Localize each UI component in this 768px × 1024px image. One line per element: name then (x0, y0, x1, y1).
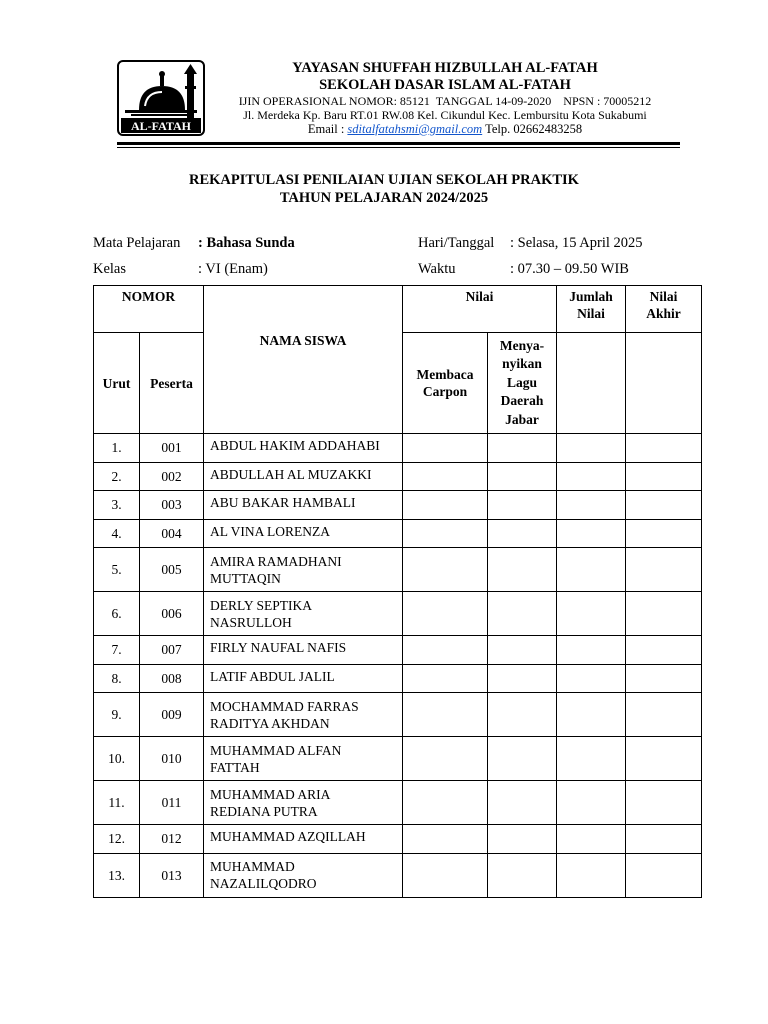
final-score-cell[interactable] (626, 462, 702, 491)
subject-info (93, 236, 295, 251)
table-row (94, 519, 702, 548)
score-membaca-cell[interactable] (403, 853, 488, 897)
peserta-cell: 008 (140, 664, 204, 693)
total-score-cell[interactable] (557, 825, 626, 854)
urut-cell: 13. (94, 853, 140, 897)
assessment-table (93, 285, 702, 898)
student-name-cell (204, 434, 403, 463)
score-menyanyi-cell[interactable] (488, 519, 557, 548)
total-score-cell[interactable] (557, 519, 626, 548)
score-menyanyi-cell[interactable] (488, 434, 557, 463)
header-menyanyi-line2: nyikan (502, 356, 542, 372)
header-membaca-carpon (403, 333, 488, 434)
header-jumlah-nilai (557, 286, 626, 333)
table-row (94, 693, 702, 737)
header-nama-siswa: NAMA SISWA (204, 286, 403, 434)
peserta-cell: 001 (140, 434, 204, 463)
table-row (94, 825, 702, 854)
student-name-line1: MUHAMMAD ARIA (210, 786, 331, 802)
student-name-line1: MUHAMMAD (210, 859, 295, 874)
header-akhir-line1: Nilai (649, 289, 678, 304)
class-label: Kelas (93, 261, 127, 277)
empty-header-cell (557, 333, 626, 434)
urut-cell: 5. (94, 548, 140, 592)
student-name-cell (204, 853, 403, 897)
total-score-cell[interactable] (557, 434, 626, 463)
total-score-cell[interactable] (557, 548, 626, 592)
empty-header-cell (626, 333, 702, 434)
final-score-cell[interactable] (626, 693, 702, 737)
header-menyanyikan-lagu (488, 333, 557, 434)
peserta-cell: 007 (140, 636, 204, 665)
header-jumlah-line2: Nilai (577, 306, 605, 321)
student-name-line1: AMIRA RAMADHANI (210, 553, 342, 569)
table-row (94, 781, 702, 825)
score-menyanyi-cell[interactable] (488, 853, 557, 897)
table-row (94, 491, 702, 520)
score-menyanyi-cell[interactable] (488, 636, 557, 665)
final-score-cell[interactable] (626, 491, 702, 520)
student-name-line2: NAZALILQODRO (210, 876, 317, 891)
date-info (418, 236, 643, 251)
phone-number: Telp. 02662483258 (485, 122, 583, 136)
total-score-cell[interactable] (557, 664, 626, 693)
peserta-cell: 003 (140, 491, 204, 520)
peserta-cell: 010 (140, 737, 204, 781)
table-row (94, 853, 702, 897)
student-name-line1: DERLY SEPTIKA (210, 597, 313, 613)
urut-cell: 2. (94, 462, 140, 491)
urut-cell: 12. (94, 825, 140, 854)
header-menyanyi-line1: Menya- (499, 337, 545, 353)
score-membaca-cell[interactable] (403, 592, 488, 636)
final-score-cell[interactable] (626, 853, 702, 897)
total-score-cell[interactable] (557, 636, 626, 665)
student-name-line2: MUTTAQIN (210, 570, 281, 586)
final-score-cell[interactable] (626, 781, 702, 825)
header-menyanyi-line4: Daerah (500, 393, 544, 409)
table-row (94, 737, 702, 781)
urut-cell: 11. (94, 781, 140, 825)
final-score-cell[interactable] (626, 636, 702, 665)
table-row (94, 548, 702, 592)
table-row (94, 592, 702, 636)
subject-value: : Bahasa Sunda (198, 235, 295, 251)
score-membaca-cell[interactable] (403, 825, 488, 854)
header-membaca-line2: Carpon (422, 384, 468, 399)
document-title: REKAPITULASI PENILAIAN UJIAN SEKOLAH PRAKTIK (189, 172, 579, 188)
school-logo (117, 60, 205, 136)
date-label: Hari/Tanggal (418, 235, 495, 251)
urut-cell: 8. (94, 664, 140, 693)
table-row (94, 664, 702, 693)
logo-text: AL-FATAH (131, 119, 191, 133)
student-name-cell (204, 737, 403, 781)
student-name-line1: LATIF ABDUL JALIL (210, 668, 335, 684)
score-membaca-cell[interactable] (403, 693, 488, 737)
score-membaca-cell[interactable] (403, 781, 488, 825)
peserta-cell: 013 (140, 853, 204, 897)
school-name: SEKOLAH DASAR ISLAM AL-FATAH (319, 77, 571, 93)
student-name-line1: MOCHAMMAD FARRAS (210, 698, 359, 714)
total-score-cell[interactable] (557, 491, 626, 520)
score-menyanyi-cell[interactable] (488, 664, 557, 693)
final-score-cell[interactable] (626, 519, 702, 548)
table-row (94, 434, 702, 463)
student-name-line1: ABDUL HAKIM ADDAHABI (210, 438, 380, 453)
header-peserta: Peserta (140, 333, 204, 434)
student-name-cell (204, 825, 403, 854)
header-membaca-line1: Membaca (416, 367, 474, 382)
peserta-cell: 005 (140, 548, 204, 592)
peserta-cell: 002 (140, 462, 204, 491)
total-score-cell[interactable] (557, 781, 626, 825)
header-akhir-line2: Akhir (646, 306, 681, 321)
table-row (94, 636, 702, 665)
score-menyanyi-cell[interactable] (488, 592, 557, 636)
header-nilai: Nilai (403, 286, 557, 333)
urut-cell: 7. (94, 636, 140, 665)
urut-cell: 10. (94, 737, 140, 781)
student-name-cell (204, 519, 403, 548)
student-name-line1: FIRLY NAUFAL NAFIS (210, 640, 347, 655)
student-name-line1: AL VINA LORENZA (210, 523, 330, 539)
header-nomor: NOMOR (94, 286, 204, 333)
total-score-cell[interactable] (557, 693, 626, 737)
score-membaca-cell[interactable] (403, 462, 488, 491)
header-nilai-akhir (626, 286, 702, 333)
total-score-cell[interactable] (557, 853, 626, 897)
score-membaca-cell[interactable] (403, 636, 488, 665)
student-name-line2: NASRULLOH (210, 614, 292, 630)
header-menyanyi-line5: Jabar (505, 411, 539, 427)
address-line: Jl. Merdeka Kp. Baru RT.01 RW.08 Kel. Cikundul Kec. Lembursitu Kota Sukabumi (243, 108, 647, 122)
score-membaca-cell[interactable] (403, 434, 488, 463)
total-score-cell[interactable] (557, 462, 626, 491)
document-subtitle: TAHUN PELAJARAN 2024/2025 (279, 190, 489, 206)
date-value: : Selasa, 15 April 2025 (510, 235, 643, 251)
student-name-cell (204, 491, 403, 520)
final-score-cell[interactable] (626, 548, 702, 592)
score-menyanyi-cell[interactable] (488, 737, 557, 781)
student-name-line1: MUHAMMAD ALFAN (210, 742, 342, 758)
student-name-line1: ABU BAKAR HAMBALI (210, 495, 356, 510)
student-rows (94, 434, 702, 898)
score-membaca-cell[interactable] (403, 548, 488, 592)
final-score-cell[interactable] (626, 434, 702, 463)
header-rule-thick (117, 142, 680, 145)
final-score-cell[interactable] (626, 737, 702, 781)
score-menyanyi-cell[interactable] (488, 462, 557, 491)
time-info (418, 262, 629, 277)
score-menyanyi-cell[interactable] (488, 548, 557, 592)
urut-cell: 3. (94, 491, 140, 520)
score-membaca-cell[interactable] (403, 664, 488, 693)
score-membaca-cell[interactable] (403, 519, 488, 548)
header-rule-thin (117, 147, 680, 148)
score-menyanyi-cell[interactable] (488, 781, 557, 825)
peserta-cell: 006 (140, 592, 204, 636)
time-value: : 07.30 – 09.50 WIB (510, 261, 629, 277)
score-membaca-cell[interactable] (403, 491, 488, 520)
student-name-cell (204, 548, 403, 592)
score-menyanyi-cell[interactable] (488, 825, 557, 854)
final-score-cell[interactable] (626, 825, 702, 854)
email-link[interactable]: sditalfatahsmi@gmail.com (347, 122, 483, 136)
urut-cell: 4. (94, 519, 140, 548)
total-score-cell[interactable] (557, 592, 626, 636)
header-menyanyi-line3: Lagu (507, 374, 538, 390)
student-name-cell (204, 664, 403, 693)
student-name-cell (204, 781, 403, 825)
header-jumlah-line1: Jumlah (569, 289, 613, 304)
student-name-line1: ABDULLAH AL MUZAKKI (210, 466, 372, 482)
class-value: : VI (Enam) (198, 261, 268, 277)
student-name-cell (204, 462, 403, 491)
student-name-line1: MUHAMMAD AZQILLAH (210, 829, 366, 844)
peserta-cell: 009 (140, 693, 204, 737)
student-name-cell (204, 636, 403, 665)
header-urut: Urut (94, 333, 140, 434)
peserta-cell: 012 (140, 825, 204, 854)
email-label: Email : (307, 122, 345, 136)
permit-line: IJIN OPERASIONAL NOMOR: 85121 TANGGAL 14-09-2020 NPSN : 70005212 (238, 94, 652, 108)
peserta-cell: 004 (140, 519, 204, 548)
total-score-cell[interactable] (557, 737, 626, 781)
final-score-cell[interactable] (626, 592, 702, 636)
student-name-cell (204, 693, 403, 737)
subject-label: Mata Pelajaran (93, 235, 181, 251)
score-menyanyi-cell[interactable] (488, 693, 557, 737)
contact-line (215, 123, 675, 136)
table-row (94, 462, 702, 491)
student-name-cell (204, 592, 403, 636)
time-label: Waktu (418, 261, 456, 277)
urut-cell: 6. (94, 592, 140, 636)
score-membaca-cell[interactable] (403, 737, 488, 781)
class-info (93, 262, 268, 277)
peserta-cell: 011 (140, 781, 204, 825)
score-menyanyi-cell[interactable] (488, 491, 557, 520)
final-score-cell[interactable] (626, 664, 702, 693)
urut-cell: 1. (94, 434, 140, 463)
foundation-name: YAYASAN SHUFFAH HIZBULLAH AL-FATAH (292, 60, 598, 76)
student-name-line2: RADITYA AKHDAN (210, 715, 330, 731)
student-name-line2: FATTAH (210, 759, 260, 775)
urut-cell: 9. (94, 693, 140, 737)
student-name-line2: REDIANA PUTRA (210, 803, 318, 819)
